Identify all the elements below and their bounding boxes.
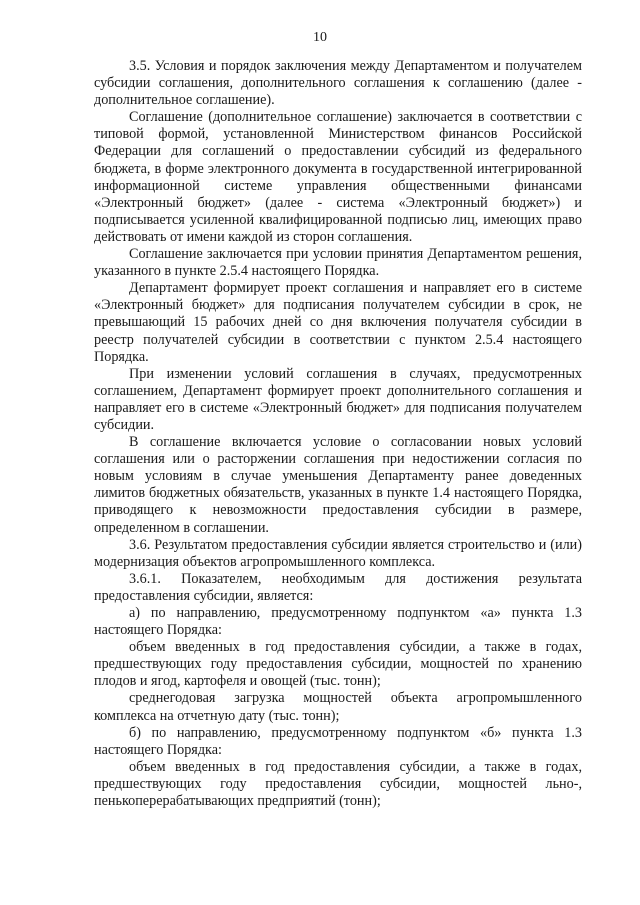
paragraph-item-b: б) по направлению, предусмотренному подпунктом «б» пункта 1.3 настоящего Порядка: xyxy=(94,724,582,758)
document-body xyxy=(94,58,582,810)
page-number: 10 xyxy=(313,30,327,45)
paragraph-new-conditions: В соглашение включается условие о согласовании новых условий соглашения или о расторжении соглашения при недостижении согласия по новым условиям в случае уменьшения Департаменту ранее доведенных лимитов бюджетных обязательств, указанных в пункте 1.4 настоящего Порядка, приводящего к невозможности предоставления субсидии в размере, определенном в соглашении. xyxy=(94,434,582,536)
paragraph-draft-agreement: Департамент формирует проект соглашения и направляет его в системе «Электронный бюджет» для подписания получателем субсидии в срок, не превышающий 15 рабочих дней со дня включения получателя субсидии в реестр получателей субсидии в соответствии с пунктом 2.5.4 настоящего Порядка. xyxy=(94,280,582,365)
paragraph-3-6: 3.6. Результатом предоставления субсидии является строительство и (или) модернизация объектов агропромышленного комплекса. xyxy=(94,536,582,570)
paragraph-3-6-1: 3.6.1. Показателем, необходимым для достижения результата предоставления субсидии, является: xyxy=(94,570,582,604)
paragraph-average-load: среднегодовая загрузка мощностей объекта агропромышленного комплекса на отчетную дату (тыс. тонн); xyxy=(94,690,582,724)
paragraph-agreement-form: Соглашение (дополнительное соглашение) заключается в соответствии с типовой формой, установленной Министерством финансов Российской Федерации для соглашений о предоставлении субсидий из федерального бюджета, в форме электронного документа в государственной интегрированной информационной системе управления общественными финансами «Электронный бюджет» (далее - система «Электронный бюджет») и подписывается усиленной квалифицированной подписью лиц, имеющих право действовать от имени каждой из сторон соглашения. xyxy=(94,109,582,245)
paragraph-3-5: 3.5. Условия и порядок заключения между Департаментом и получателем субсидии соглашения, дополнительного соглашения к соглашению (далее - дополнительное соглашение). xyxy=(94,58,582,109)
paragraph-change-conditions: При изменении условий соглашения в случаях, предусмотренных соглашением, Департамент формирует проект дополнительного соглашения и направляет его в системе «Электронный бюджет» для подписания получателем субсидии. xyxy=(94,365,582,433)
paragraph-storage-volume: объем введенных в год предоставления субсидии, а также в годах, предшествующих году предоставления субсидии, мощностей по хранению плодов и ягод, картофеля и овощей (тыс. тонн); xyxy=(94,639,582,690)
paragraph-item-a: а) по направлению, предусмотренному подпунктом «а» пункта 1.3 настоящего Порядка: xyxy=(94,605,582,639)
paragraph-flax-volume: объем введенных в год предоставления субсидии, а также в годах, предшествующих году предоставления субсидии, мощностей льно-, пенькоперерабатывающих предприятий (тонн); xyxy=(94,758,582,810)
paragraph-agreement-condition: Соглашение заключается при условии принятия Департаментом решения, указанного в пункте 2.5.4 настоящего Порядка. xyxy=(94,246,582,280)
